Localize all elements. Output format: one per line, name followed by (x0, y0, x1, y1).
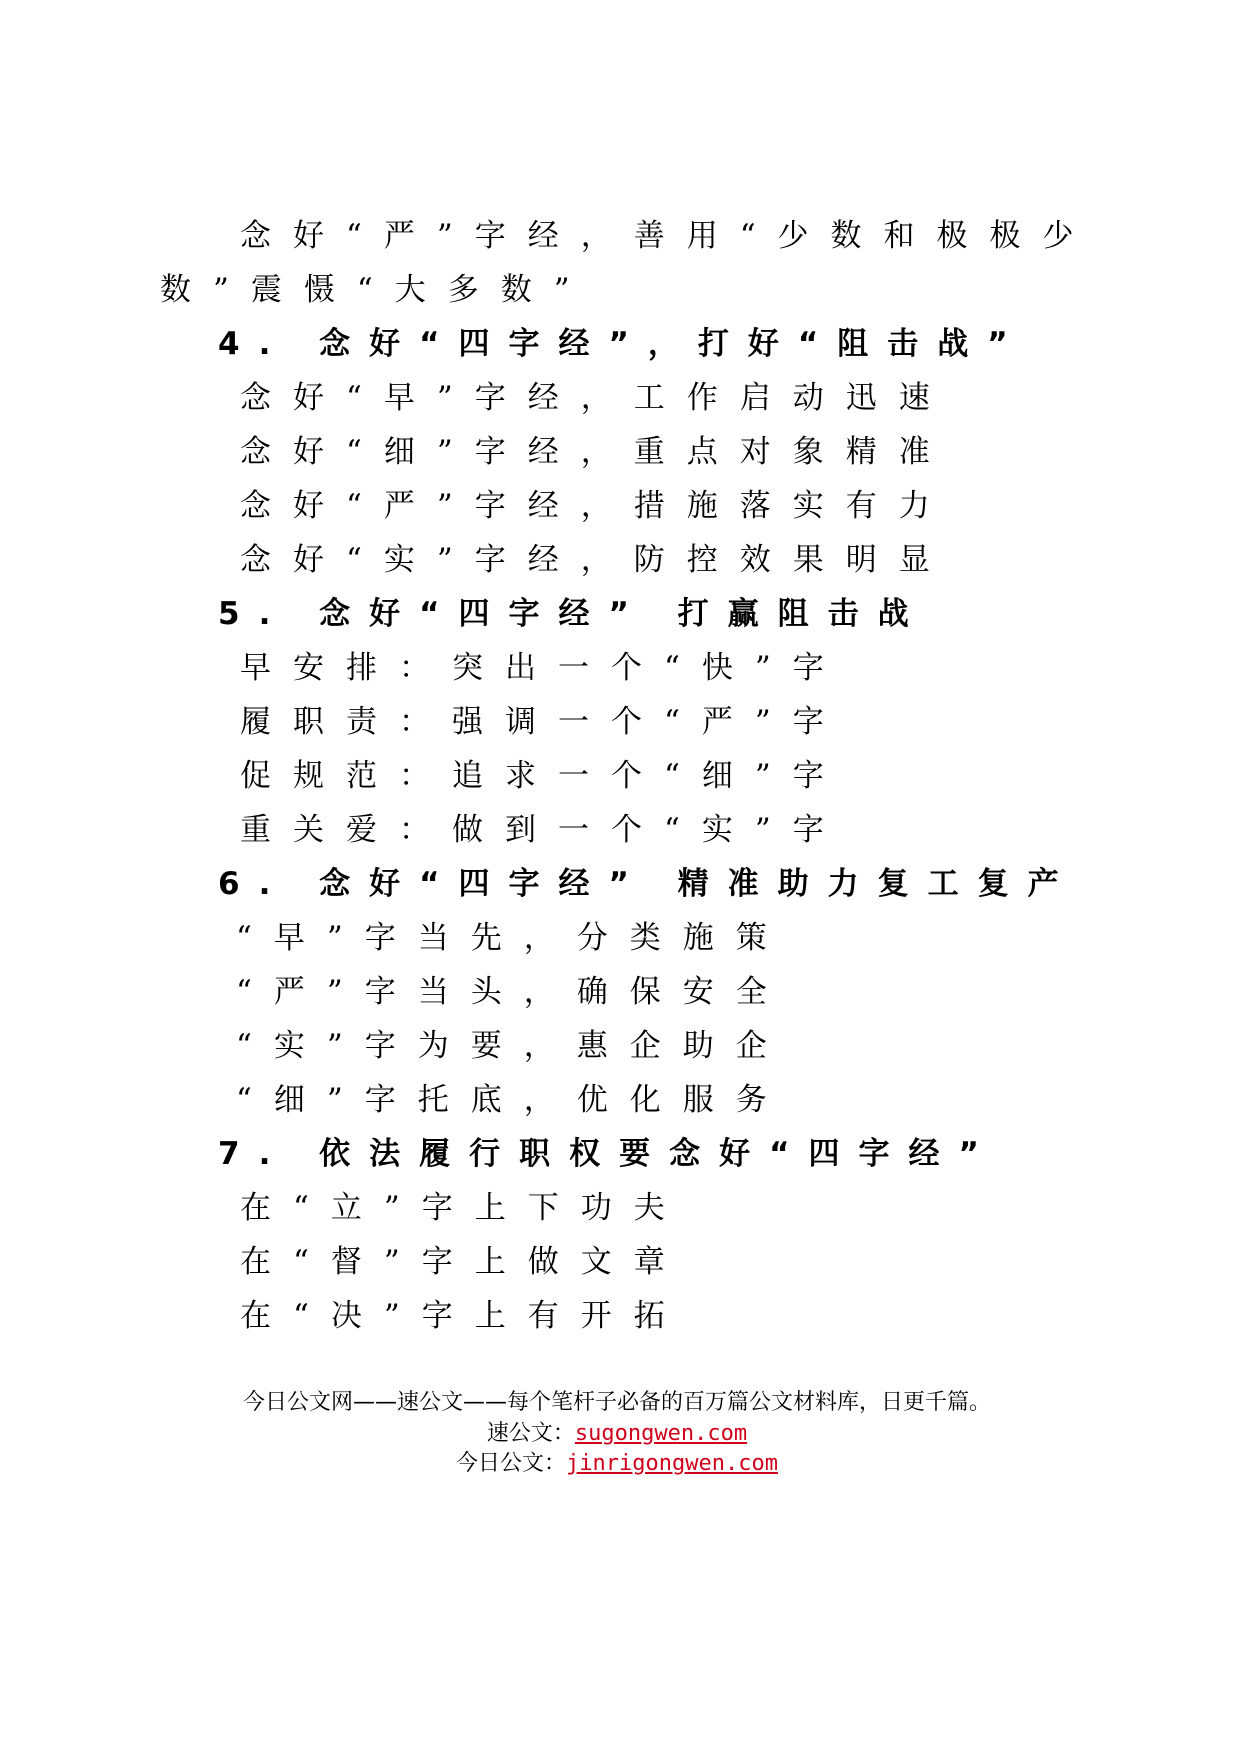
section-6-item-3: “实”字为要，惠企助企 (236, 1028, 789, 1064)
section-6-heading: 6. 念好“四字经” 精准助力复工复产 (218, 866, 1078, 902)
footer-link-1[interactable]: sugongwen.com (574, 1421, 748, 1446)
footer-link-2[interactable]: jinrigongwen.com (566, 1451, 778, 1476)
section-6-item-2: “严”字当头，确保安全 (236, 974, 789, 1010)
section-5-item-2: 履职责：强调一个“严”字 (240, 704, 846, 740)
section-5-item-1: 早安排：突出一个“快”字 (240, 650, 846, 686)
section-4-item-3: 念好“严”字经，措施落实有力 (240, 488, 952, 524)
section-6-item-1: “早”字当先，分类施策 (236, 920, 789, 956)
section-4-item-4: 念好“实”字经，防控效果明显 (240, 542, 952, 578)
section-6-item-4: “细”字托底，优化服务 (236, 1082, 789, 1118)
footer-tagline: 今日公文网——速公文——每个笔杆子必备的百万篇公文材料库，日更千篇。 (242, 1390, 991, 1415)
section-7-item-1: 在“立”字上下功夫 (240, 1190, 687, 1226)
section-5-item-3: 促规范：追求一个“细”字 (240, 758, 846, 794)
intro-line-1: 念好“严”字经，善用“少数和极极少 (240, 218, 1096, 254)
section-4-item-1: 念好“早”字经，工作启动迅速 (240, 380, 952, 416)
intro-line-2: 数”震慑“大多数” (160, 272, 592, 308)
section-4-item-2: 念好“细”字经，重点对象精准 (240, 434, 952, 470)
section-5-item-4: 重关爱：做到一个“实”字 (240, 812, 846, 848)
section-7-heading: 7. 依法履行职权要念好“四字经” (218, 1136, 998, 1172)
section-7-item-3: 在“决”字上有开拓 (240, 1298, 687, 1334)
section-4-heading: 4. 念好“四字经”，打好“阻击战” (218, 326, 1027, 362)
footer-link-1-label: 速公文： (486, 1421, 575, 1446)
section-7-item-2: 在“督”字上做文章 (240, 1244, 687, 1280)
footer-link-2-label: 今日公文： (456, 1451, 567, 1476)
footer-link-1-row (0, 1419, 1234, 1449)
footer-link-2-row (0, 1449, 1234, 1479)
section-5-heading: 5. 念好“四字经” 打赢阻击战 (218, 596, 928, 632)
